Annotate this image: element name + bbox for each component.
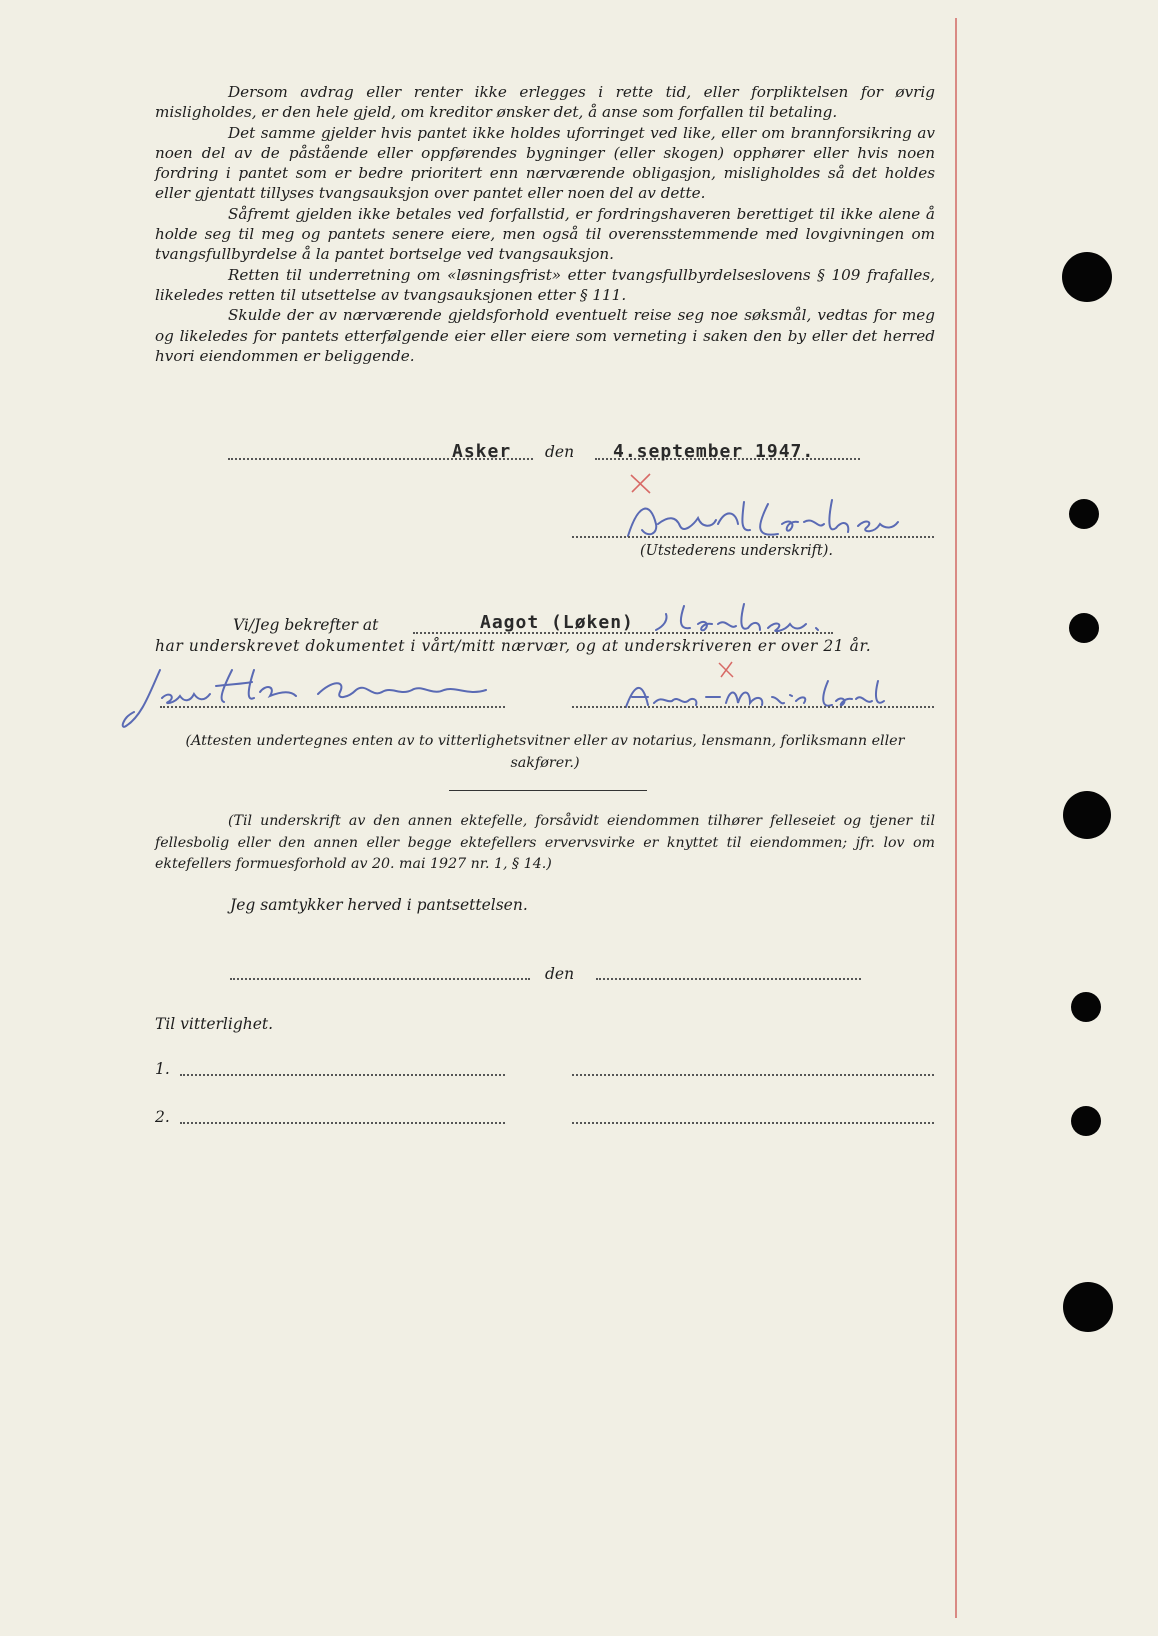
issuer-signature-line bbox=[572, 536, 934, 538]
punch-hole bbox=[1071, 992, 1101, 1022]
red-x-mark bbox=[628, 472, 654, 496]
punch-hole bbox=[1063, 791, 1111, 839]
witness-line-1a bbox=[180, 1074, 505, 1076]
attest-note: (Attesten undertegnes enten av to vitterlighetsvitner eller av notarius, lensmann, forliksmann eller sakfører.) bbox=[185, 733, 905, 771]
witness1-line bbox=[160, 706, 505, 708]
place2-dotted-line bbox=[230, 978, 530, 980]
punch-hole bbox=[1071, 1106, 1101, 1136]
clause: Retten til underretning om «løsningsfrist» etter tvangsfullbyrdelseslovens § 109 frafalles, likeledes retten til utsettelse av tvangsauksjonen etter § 111. bbox=[155, 265, 935, 304]
clause: Såfremt gjelden ikke betales ved forfallstid, er fordringshaveren berettiget til ikke alene å holde seg til meg og pantets senere eiere, men også til overensstemmende med lovgivningen om tvangsfullbyrdelse å la pantet bortselge ved tvangsauksjon. bbox=[155, 204, 935, 264]
confirmation-line2: har underskrevet dokumentet i vårt/mitt nærvær, og at underskriveren er over 21 år. bbox=[155, 637, 872, 655]
witness-line-2a bbox=[180, 1122, 505, 1124]
den2-label: den bbox=[545, 965, 575, 983]
witness-number: 1. bbox=[155, 1060, 170, 1078]
punch-hole bbox=[1069, 613, 1099, 643]
punch-hole bbox=[1069, 499, 1099, 529]
witness-line-1b bbox=[572, 1074, 934, 1076]
witness2-line bbox=[572, 706, 934, 708]
punch-hole bbox=[1063, 1282, 1113, 1332]
margin-rule bbox=[955, 18, 957, 1618]
date2-dotted-line bbox=[596, 978, 861, 980]
spouse-note: (Til underskrift av den annen ektefelle, forsåvidt eiendommen tilhører felleseiet og tjener til fellesbolig eller den annen eller begge ektefellers ervervsvirke er knyttet til eiendommen; jfr. lov om ektefellers formuesforhold av 20. mai 1927 nr. 1, § 14.) bbox=[155, 813, 935, 872]
witness-number: 2. bbox=[155, 1108, 170, 1126]
den-label: den bbox=[545, 443, 575, 461]
confirmation-prefix: Vi/Jeg bekrefter at bbox=[233, 616, 379, 634]
witness1-signature-drawing bbox=[120, 662, 505, 734]
date-value: 4.september 1947. bbox=[613, 441, 815, 462]
place-value: Asker bbox=[452, 441, 512, 462]
witness-line-2b bbox=[572, 1122, 934, 1124]
punch-hole bbox=[1062, 252, 1112, 302]
confirmation-name: Aagot (Løken) bbox=[480, 612, 634, 633]
terms-clauses bbox=[155, 82, 935, 366]
witness-heading: Til vitterlighet. bbox=[155, 1015, 274, 1033]
confirmation-handwritten-addition bbox=[654, 600, 844, 638]
issuer-caption: (Utstederens underskrift). bbox=[640, 543, 834, 559]
clause: Skulde der av nærværende gjeldsforhold eventuelt reise seg noe søksmål, vedtas for meg og likeledes for pantets etterfølgende eier eller eiere som verneting i saken den by eller det herred hvori eiendommen er beliggende. bbox=[155, 306, 935, 365]
clause: Det samme gjelder hvis pantet ikke holdes uforringet ved like, eller om brannforsikring av noen del av de påstående eller oppførendes bygninger (eller skogen) opphører eller hvis noen fordring i pantet som er bedre prioritert enn nærværende obligasjon, misligholdes så det holdes eller gjentatt tillyses tvangsauksjon over pantet eller noen del av dette. bbox=[155, 123, 935, 203]
consent-text: Jeg samtykker herved i pantsettelsen. bbox=[230, 896, 528, 914]
separator-line bbox=[449, 790, 647, 791]
clause: Dersom avdrag eller renter ikke erlegges i rette tid, eller forpliktelsen for øvrig misligholdes, er den hele gjeld, om kreditor ønsker det, å anse som forfallen til betaling. bbox=[155, 83, 935, 122]
